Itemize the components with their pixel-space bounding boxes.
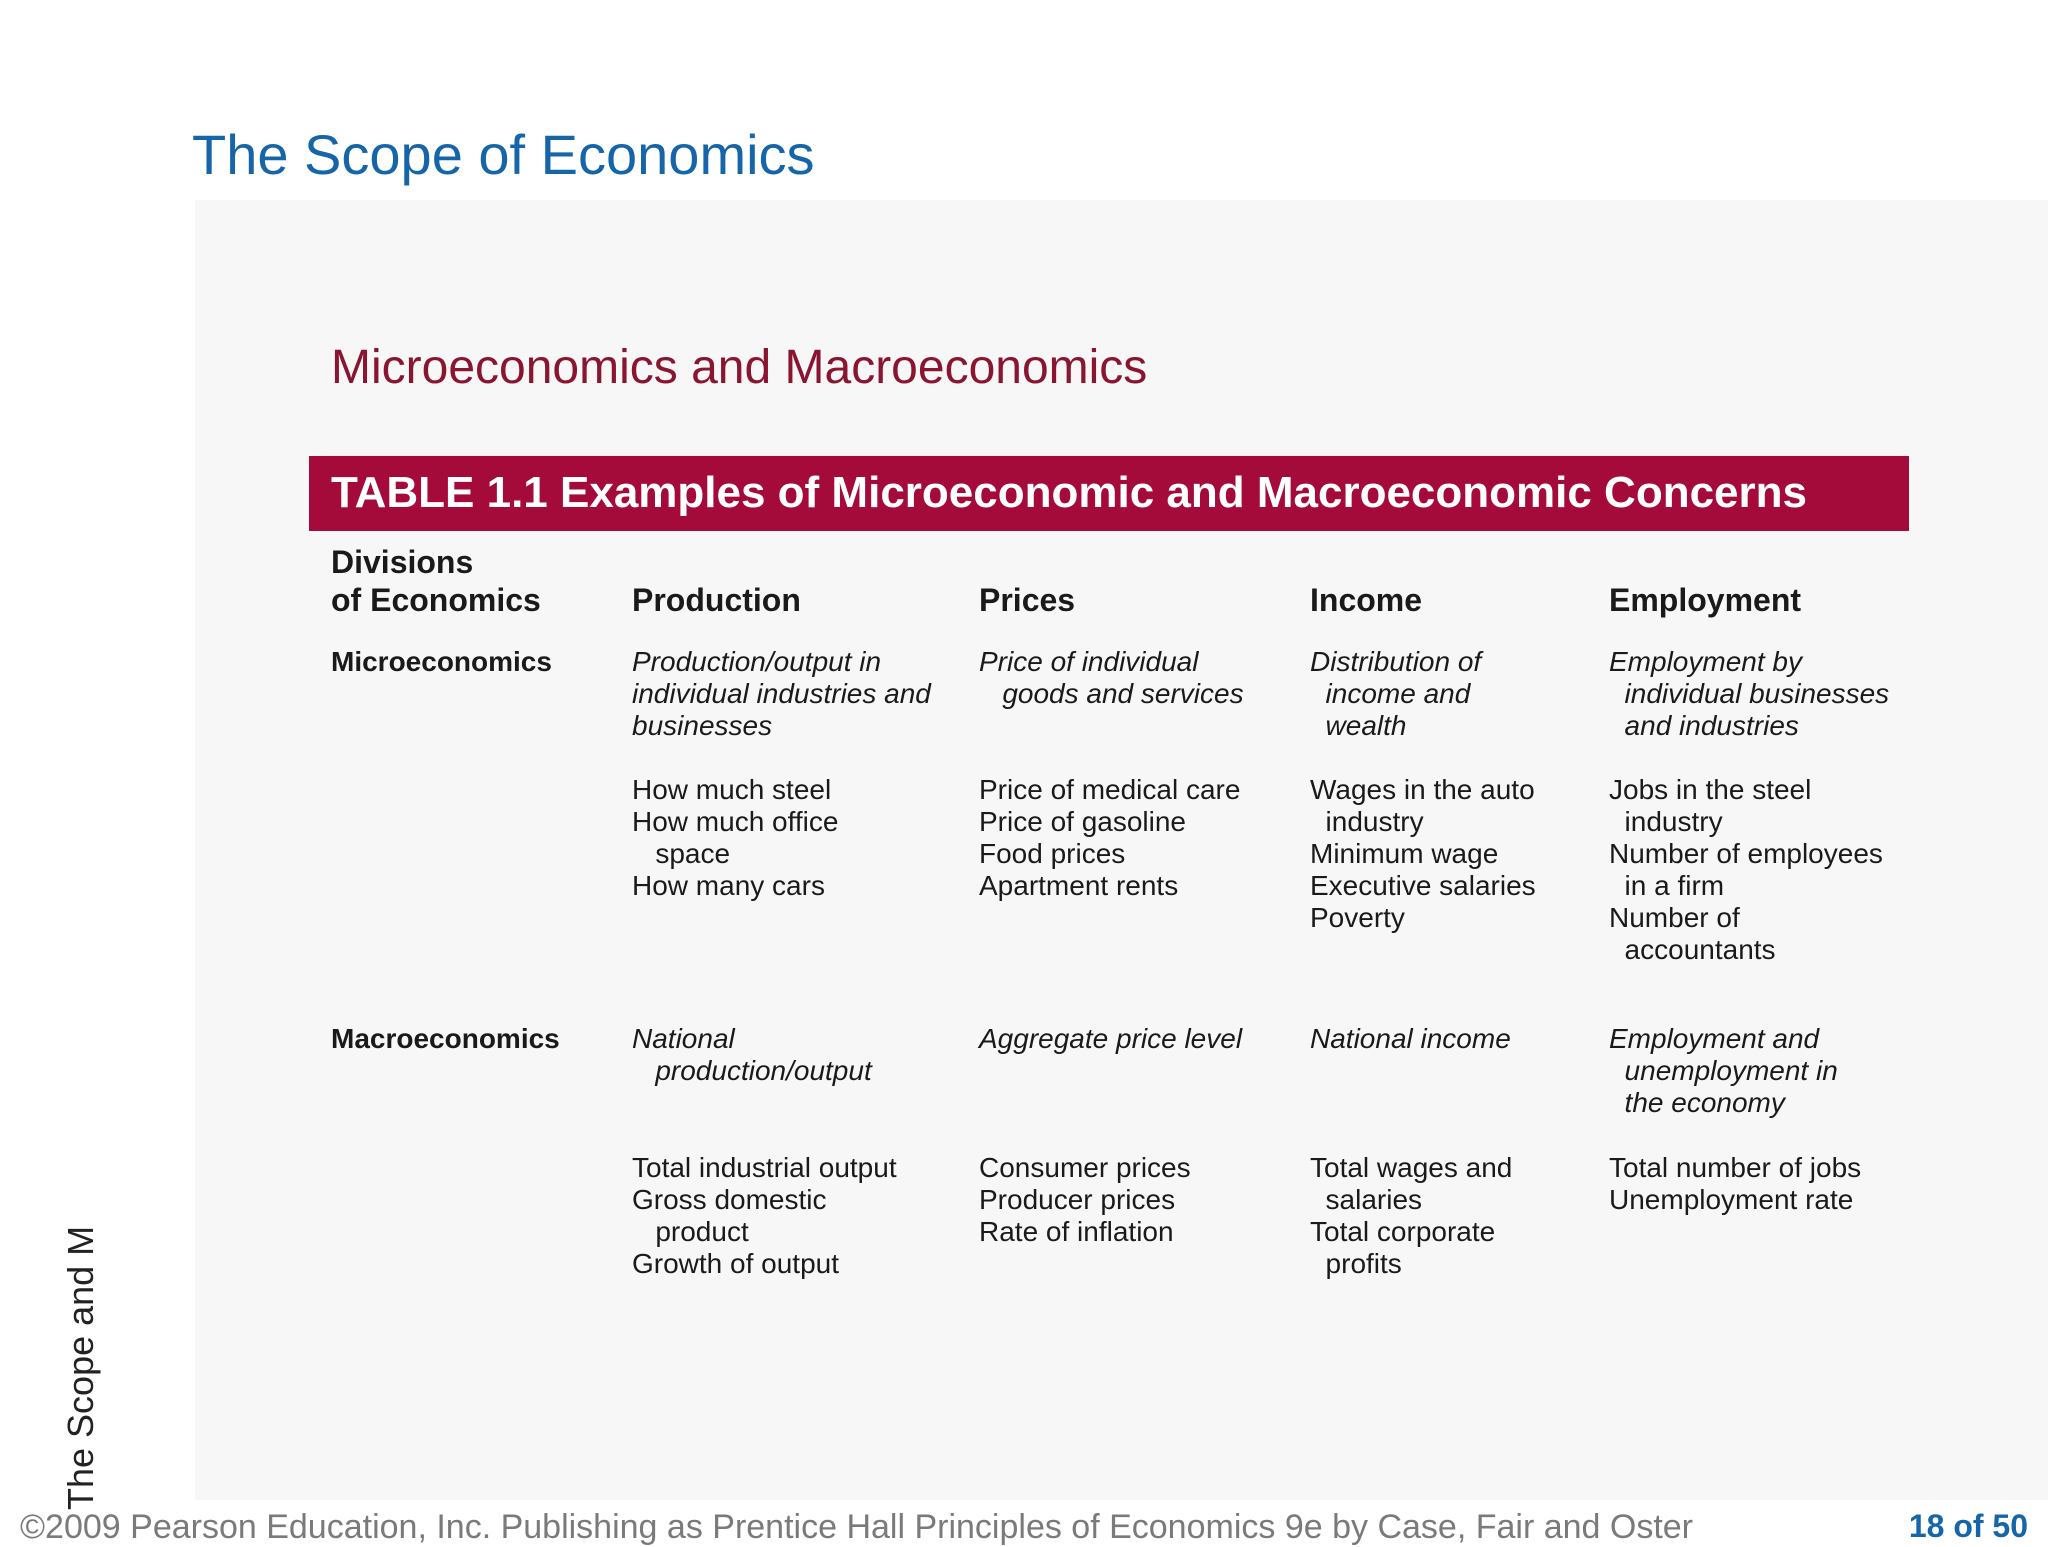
side-caption — [20, 1180, 101, 1510]
macro-prices-general: Aggregate price level — [979, 1023, 1243, 1054]
micro-income-general: Distribution of income and wealth — [1310, 646, 1482, 741]
micro-prices-examples: Price of medical care Price of gasoline Food prices Apartment rents — [979, 774, 1241, 901]
micro-income-examples: Wages in the auto industry Minimum wage Executive salaries Poverty — [1310, 774, 1536, 933]
header-production: Production — [632, 582, 801, 618]
page-number: 18 of 50 — [1908, 1508, 2028, 1544]
macro-employment-examples: Total number of jobs Unemployment rate — [1609, 1152, 1862, 1215]
table-title-banner — [309, 456, 1909, 531]
micro-employment-general: Employment by individual businesses and industries — [1609, 646, 1890, 741]
macro-employment-general: Employment and unemployment in the economy — [1609, 1023, 1838, 1118]
macro-production-general: National production/output — [632, 1023, 872, 1086]
header-divisions: Divisions of Economics — [331, 544, 541, 618]
slide-title: The Scope of Economics — [192, 123, 815, 186]
row-label-macroeconomics: Macroeconomics — [331, 1023, 560, 1054]
header-employment: Employment — [1609, 582, 1802, 618]
footer-copyright: ©2009 Pearson Education, Inc. Publishing as Prentice Hall Principles of Economics 9e by Case, Fair and Oster — [20, 1508, 1694, 1546]
macro-income-general: National income — [1310, 1023, 1511, 1054]
micro-production-general: Production/output in individual industries and businesses — [632, 646, 931, 741]
micro-production-examples: How much steel How much office space How many cars — [632, 774, 839, 901]
slide-subtitle: Microeconomics and Macroeconomics — [331, 341, 1148, 394]
macro-prices-examples: Consumer prices Producer prices Rate of inflation — [979, 1152, 1191, 1247]
header-prices: Prices — [979, 582, 1076, 618]
micro-employment-examples: Jobs in the steel industry Number of employees in a firm Number of accountants — [1609, 774, 1883, 965]
header-income: Income — [1310, 582, 1423, 618]
table-title: TABLE 1.1 Examples of Microeconomic and Macroeconomic Concerns — [331, 468, 1807, 517]
macro-production-examples: Total industrial output Gross domestic product Growth of output — [632, 1152, 897, 1279]
macro-income-examples: Total wages and salaries Total corporate profits — [1310, 1152, 1513, 1279]
row-label-microeconomics: Microeconomics — [331, 646, 552, 677]
side-caption-text: The Scope and M — [60, 1225, 101, 1510]
micro-prices-general: Price of individual goods and services — [979, 646, 1244, 709]
